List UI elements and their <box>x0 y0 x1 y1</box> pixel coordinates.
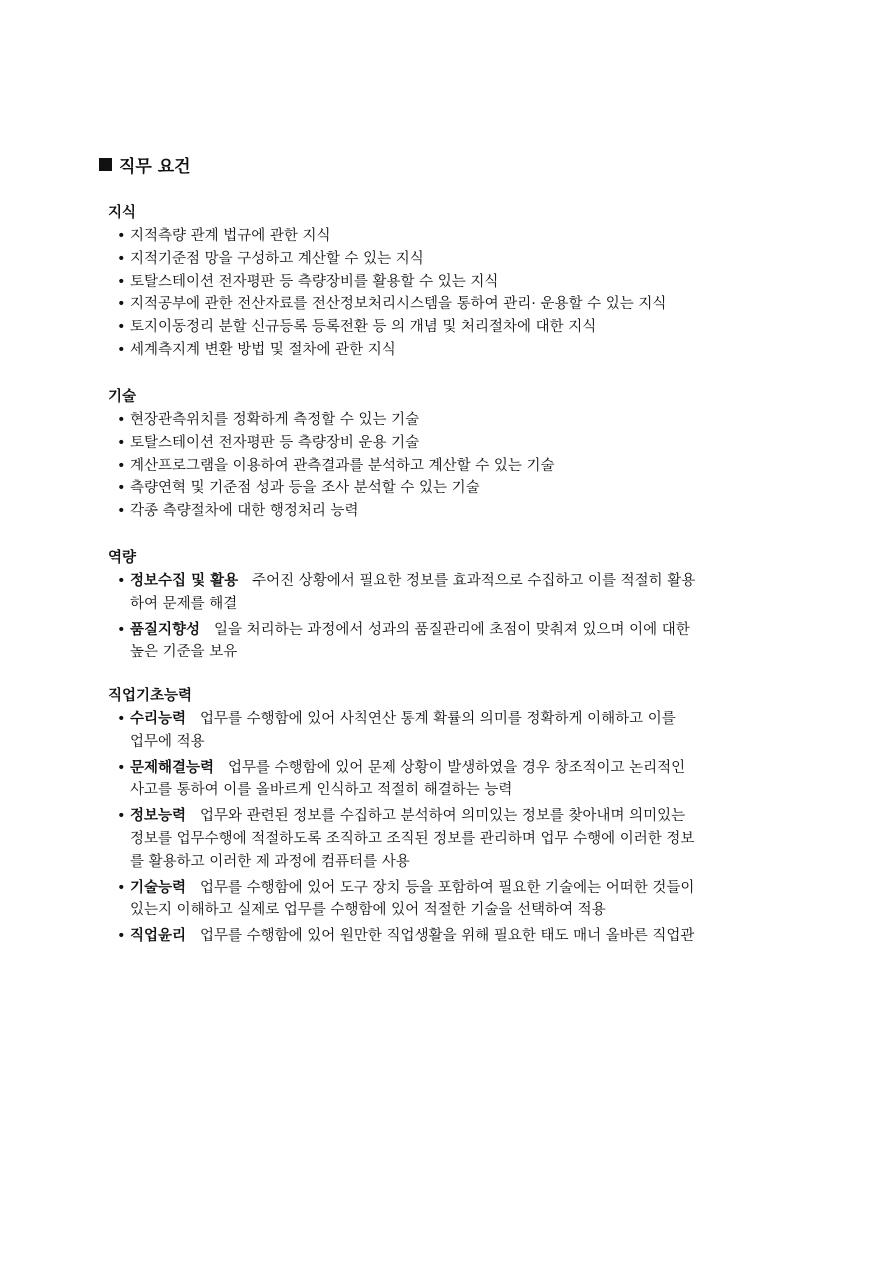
list-item <box>108 619 788 665</box>
item-text: 를 활용하고 이러한 제 과정에 컴퓨터를 사용 <box>130 853 410 870</box>
list-item <box>108 248 788 271</box>
item-line <box>130 757 788 780</box>
page-title <box>99 152 191 177</box>
item-text: 정보를 업무수행에 적절하도록 조직하고 조직된 정보를 관리하며 업무 수행에 이러한 정보 <box>130 830 695 847</box>
item-text: 지적공부에 관한 전산자료를 전산정보처리시스템을 통하여 관리· 운용할 수 있는 지식 <box>130 296 667 313</box>
item-term: 문제해결능력 <box>130 759 215 776</box>
bullet-icon: • <box>117 457 126 474</box>
list-item <box>108 757 788 803</box>
section-heading: 지식 <box>108 205 137 221</box>
item-line <box>130 925 788 948</box>
bullet-icon: • <box>117 319 126 336</box>
item-term: 품질지향성 <box>130 621 201 638</box>
item-text: 측량연혁 및 기준점 성과 등을 조사 분석할 수 있는 기술 <box>130 480 480 497</box>
list-item <box>108 477 788 500</box>
item-text: 토지이동정리 분할 신규등록 등록전환 등 의 개념 및 처리절차에 대한 지식 <box>130 319 597 336</box>
item-text: 지적기준점 망을 구성하고 계산할 수 있는 지식 <box>130 250 424 267</box>
item-text: 계산프로그램을 이용하여 관측결과를 분석하고 계산할 수 있는 기술 <box>130 457 555 474</box>
item-line <box>130 619 788 642</box>
list-item <box>108 570 788 616</box>
bullet-icon: • <box>117 273 126 290</box>
square-bullet-icon <box>99 158 112 171</box>
list-item <box>108 316 788 339</box>
item-line <box>130 851 788 874</box>
section-basic-abilities <box>108 685 788 951</box>
item-text: 하여 문제를 해결 <box>130 595 238 612</box>
bullet-icon: • <box>117 879 126 896</box>
list-item <box>108 409 788 432</box>
bullet-icon: • <box>117 928 126 945</box>
item-text: 현장관측위치를 정확하게 측정할 수 있는 기술 <box>130 412 420 428</box>
item-line <box>130 828 788 851</box>
item-text: 토탈스테이션 전자평판 등 측량장비를 활용할 수 있는 지식 <box>130 273 499 290</box>
item-line <box>130 641 788 664</box>
bullet-icon: • <box>117 503 126 520</box>
section-competency <box>108 547 788 667</box>
list-item <box>108 339 788 362</box>
bullet-icon: • <box>117 228 126 244</box>
list-item <box>108 500 788 523</box>
section-heading: 역량 <box>108 550 137 566</box>
list-item <box>108 293 788 316</box>
item-term: 직업윤리 <box>130 928 187 945</box>
item-text: 각종 측량절차에 대한 행정처리 능력 <box>130 503 359 520</box>
item-line <box>130 731 788 754</box>
bullet-icon: • <box>117 808 126 825</box>
item-term: 수리능력 <box>130 711 187 727</box>
item-text: 주어진 상황에서 필요한 정보를 효과적으로 수집하고 이를 적절히 활용 <box>252 573 696 589</box>
bullet-icon: • <box>117 412 126 428</box>
list-item <box>108 271 788 294</box>
bullet-icon: • <box>117 573 126 589</box>
section-knowledge <box>108 202 788 362</box>
bullet-icon: • <box>117 759 126 776</box>
item-text: 업무를 수행함에 있어 도구 장치 등을 포함하여 필요한 기술에는 어떠한 것들이 <box>200 879 695 896</box>
item-text: 업무와 관련된 정보를 수집하고 분석하여 의미있는 정보를 찾아내며 의미있는 <box>200 808 686 825</box>
item-term: 기술능력 <box>130 879 187 896</box>
page-title-text: 직무 요건 <box>119 157 191 177</box>
bullet-icon: • <box>117 711 126 727</box>
list-item <box>108 877 788 923</box>
bullet-icon: • <box>117 480 126 497</box>
bullet-icon: • <box>117 250 126 267</box>
list-item <box>108 925 788 948</box>
item-text: 세계측지계 변환 방법 및 절차에 관한 지식 <box>130 341 396 358</box>
item-line <box>130 708 788 731</box>
section-skills <box>108 386 788 523</box>
item-text: 업무에 적용 <box>130 733 205 750</box>
item-line <box>130 570 788 593</box>
item-text: 높은 기준을 보유 <box>130 644 238 661</box>
item-text: 사고를 통하여 이를 올바르게 인식하고 적절히 해결하는 능력 <box>130 782 513 799</box>
item-line <box>130 779 788 802</box>
list-item <box>108 455 788 478</box>
item-text: 지적측량 관계 법규에 관한 지식 <box>130 228 331 244</box>
item-term: 정보능력 <box>130 808 187 825</box>
list-item <box>108 708 788 754</box>
bullet-icon: • <box>117 621 126 638</box>
item-line <box>130 593 788 616</box>
item-line <box>130 805 788 828</box>
bullet-icon: • <box>117 434 126 451</box>
list-item <box>108 805 788 873</box>
list-item <box>108 225 788 248</box>
item-text: 업무를 수행함에 있어 사칙연산 통계 확률의 의미를 정확하게 이해하고 이를 <box>200 711 676 727</box>
section-heading: 직업기초능력 <box>108 688 193 704</box>
item-text: 있는지 이해하고 실제로 업무를 수행함에 있어 적절한 기술을 선택하여 적용 <box>130 902 606 919</box>
bullet-icon: • <box>117 341 126 358</box>
item-line <box>130 877 788 900</box>
item-line <box>130 899 788 922</box>
item-text: 업무를 수행함에 있어 원만한 직업생활을 위해 필요한 태도 매너 올바른 직업관 <box>200 928 695 945</box>
section-heading: 기술 <box>108 389 137 405</box>
item-text: 업무를 수행함에 있어 문제 상황이 발생하였을 경우 창조적이고 논리적인 <box>228 759 686 776</box>
item-text: 일을 처리하는 과정에서 성과의 품질관리에 초점이 맞춰져 있으며 이에 대한 <box>214 621 690 638</box>
item-text: 토탈스테이션 전자평판 등 측량장비 운용 기술 <box>130 434 420 451</box>
bullet-icon: • <box>117 296 126 313</box>
item-term: 정보수집 및 활용 <box>130 573 239 589</box>
list-item <box>108 432 788 455</box>
